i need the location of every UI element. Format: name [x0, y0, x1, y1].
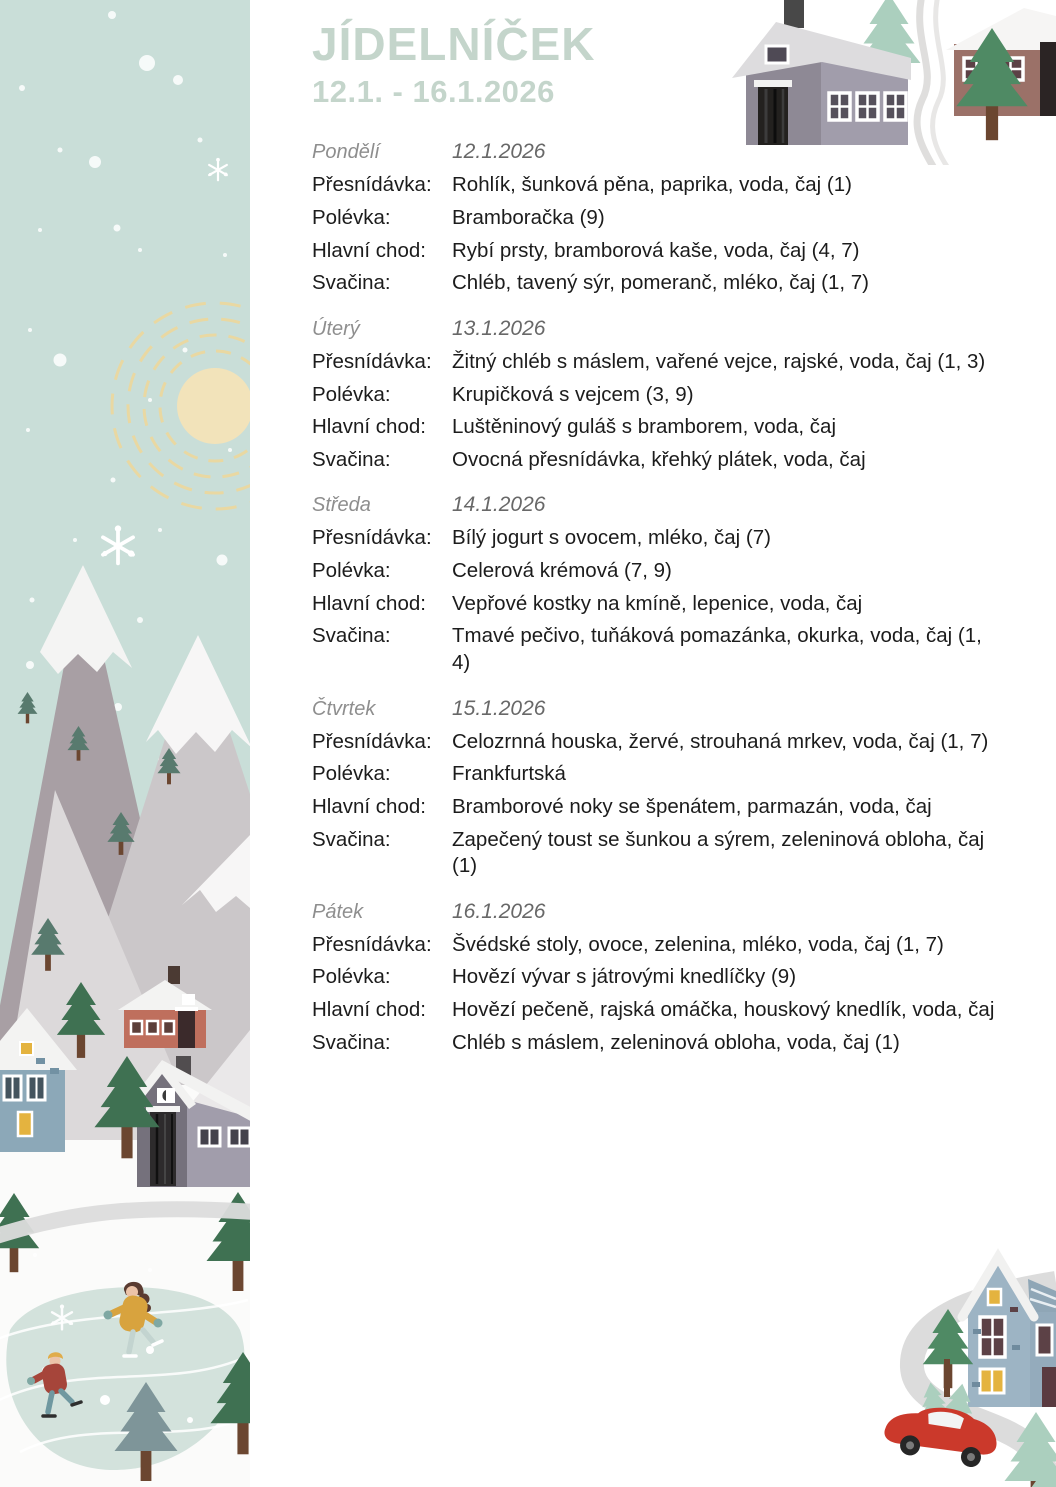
- meal-row: [312, 172, 996, 199]
- meal-text: Chléb, tavený sýr, pomeranč, mléko, čaj (1, 7): [452, 271, 870, 295]
- meal-row: [312, 270, 996, 297]
- meal-row: [312, 964, 996, 991]
- bottom-right-house-car-illustration: [880, 1217, 1056, 1487]
- meal-label: Přesnídávka:: [312, 349, 432, 373]
- day-header: [312, 493, 996, 517]
- day-date: 16.1.2026: [452, 899, 546, 923]
- meal-text: Ovocná přesnídávka, křehký plátek, voda, čaj: [452, 447, 866, 471]
- day-header: [312, 697, 996, 721]
- meal-row: [312, 349, 996, 376]
- meal-label: Polévka:: [312, 205, 391, 229]
- meal-label: Hlavní chod:: [312, 238, 426, 262]
- day-name: Pondělí: [312, 141, 380, 164]
- meal-row: [312, 238, 996, 265]
- meal-row: [312, 525, 996, 552]
- page-subtitle: 12.1. - 16.1.2026: [312, 74, 555, 110]
- meal-label: Svačina:: [312, 1030, 391, 1054]
- meal-text: Bílý jogurt s ovocem, mléko, čaj (7): [452, 526, 771, 550]
- day-meals: [312, 525, 996, 676]
- winter-village-illustration: [0, 0, 250, 1487]
- day-name: Čtvrtek: [312, 697, 376, 720]
- meal-row: [312, 729, 996, 756]
- day-meals: [312, 729, 996, 880]
- menu-header: [312, 20, 996, 110]
- meal-text: Celozrnná houska, žervé, strouhaná mrkev, voda, čaj (1, 7): [452, 729, 989, 753]
- meal-row: [312, 382, 996, 409]
- meal-text: Luštěninový guláš s bramborem, voda, čaj: [452, 415, 837, 439]
- meal-row: [312, 932, 996, 959]
- meal-text: Hovězí pečeně, rajská omáčka, houskový knedlík, voda, čaj: [452, 998, 995, 1022]
- menu-days: [312, 140, 996, 1056]
- meal-row: [312, 558, 996, 585]
- meal-text: Rybí prsty, bramborová kaše, voda, čaj (4, 7): [452, 238, 860, 262]
- meal-row: [312, 414, 996, 441]
- meal-label: Polévka:: [312, 965, 391, 989]
- meal-text: Tmavé pečivo, tuňáková pomazánka, okurka, voda, čaj (1, 4): [452, 624, 982, 674]
- meal-label: Přesnídávka:: [312, 932, 432, 956]
- meal-text: Zapečený toust se šunkou a sýrem, zeleninová obloha, čaj (1): [452, 827, 985, 878]
- meal-row: [312, 794, 996, 821]
- day-name: Pátek: [312, 900, 364, 923]
- day-section: [312, 900, 996, 1057]
- meal-label: Polévka:: [312, 559, 391, 583]
- meal-row: [312, 591, 996, 618]
- meal-row: [312, 447, 996, 474]
- day-date: 13.1.2026: [452, 316, 546, 340]
- meal-text: Žitný chléb s máslem, vařené vejce, rajské, voda, čaj (1, 3): [452, 349, 986, 373]
- meal-text: Švédské stoly, ovoce, zelenina, mléko, voda, čaj (1, 7): [452, 932, 944, 956]
- meal-text: Bramboračka (9): [452, 205, 605, 229]
- meal-label: Svačina:: [312, 624, 391, 648]
- day-header: [312, 900, 996, 924]
- day-date: 12.1.2026: [452, 140, 546, 164]
- meal-label: Přesnídávka:: [312, 173, 432, 197]
- menu-content: [312, 20, 996, 1076]
- meal-row: [312, 1030, 996, 1057]
- meal-text: Krupičková s vejcem (3, 9): [452, 382, 694, 406]
- page-title: JÍDELNÍČEK: [312, 18, 596, 70]
- meal-row: [312, 205, 996, 232]
- meal-text: Hovězí vývar s játrovými knedlíčky (9): [452, 965, 797, 989]
- meal-label: Polévka:: [312, 382, 391, 406]
- meal-text: Chléb s máslem, zeleninová obloha, voda, čaj (1): [452, 1030, 900, 1054]
- day-meals: [312, 349, 996, 474]
- day-section: [312, 697, 996, 880]
- meal-label: Svačina:: [312, 447, 391, 471]
- day-meals: [312, 172, 996, 297]
- day-name: Úterý: [312, 317, 360, 340]
- day-date: 15.1.2026: [452, 696, 546, 720]
- day-section: [312, 317, 996, 474]
- meal-text: Celerová krémová (7, 9): [452, 559, 672, 583]
- day-name: Středa: [312, 494, 371, 517]
- meal-text: Frankfurtská: [452, 762, 566, 786]
- meal-label: Svačina:: [312, 827, 391, 851]
- day-date: 14.1.2026: [452, 493, 546, 517]
- meal-row: [312, 827, 996, 880]
- day-header: [312, 317, 996, 341]
- meal-text: Rohlík, šunková pěna, paprika, voda, čaj (1): [452, 173, 852, 197]
- day-header: [312, 140, 996, 164]
- day-section: [312, 493, 996, 676]
- meal-label: Přesnídávka:: [312, 729, 432, 753]
- meal-row: [312, 623, 996, 676]
- meal-label: Hlavní chod:: [312, 794, 426, 818]
- meal-label: Hlavní chod:: [312, 998, 426, 1022]
- meal-label: Hlavní chod:: [312, 415, 426, 439]
- meal-label: Hlavní chod:: [312, 591, 426, 615]
- meal-text: Bramborové noky se špenátem, parmazán, voda, čaj: [452, 794, 932, 818]
- day-meals: [312, 932, 996, 1057]
- meal-label: Přesnídávka:: [312, 526, 432, 550]
- meal-label: Svačina:: [312, 271, 391, 295]
- day-section: [312, 140, 996, 297]
- meal-row: [312, 761, 996, 788]
- meal-text: Vepřové kostky na kmíně, lepenice, voda, čaj: [452, 591, 863, 615]
- meal-label: Polévka:: [312, 762, 391, 786]
- meal-row: [312, 997, 996, 1024]
